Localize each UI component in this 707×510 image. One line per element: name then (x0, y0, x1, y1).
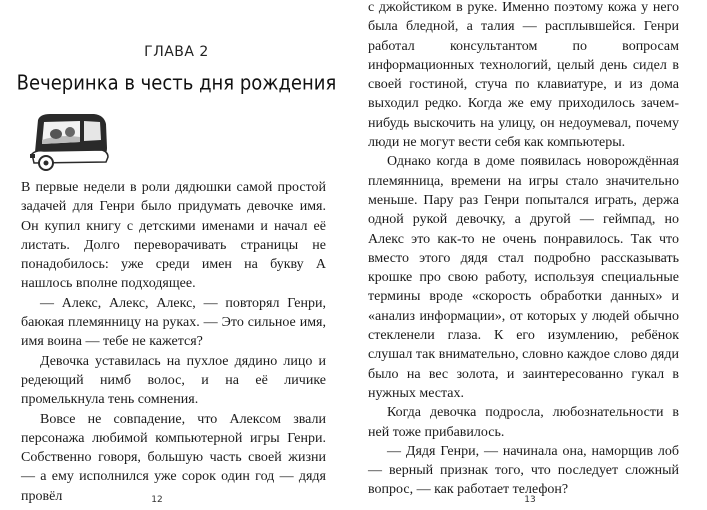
paragraph: с джойстиком в руке. Именно поэтому кожа у него была бледной, а талия — расплывшейся. Генри работал консультантом по вопросам информационных технологий, целый день сидел в своей гостиной, стуча по клавиатуре, и из дома выходил редко. Когда же ему приходилось зачем-нибудь выскочить на улицу, он недоумевал, почему люди не могут вести себя как компьютеры. (368, 0, 679, 151)
paragraph: — Алекс, Алекс, Алекс, — повторял Генри, баюкая племянницу на руках. — Это сильное имя, имя воина — тебе не кажется? (21, 295, 326, 350)
paragraph: Вовсе не совпадение, что Алексом звали персонажа любимой компьютерной игры Генри. Собственно говоря, большую часть своей жизни — а ему исполнился уже сорок один год — дядя провёл (21, 411, 326, 504)
chapter-title: Вечеринка в честь дня рождения (16, 71, 337, 96)
left-page (0, 0, 353, 510)
page-number: 13 (524, 495, 536, 505)
page-number: 12 (151, 495, 163, 505)
paragraph: Когда девочка подросла, любознательности в ней тоже прибавилось. (368, 405, 679, 440)
paragraph: — Дядя Генри, — начинала она, наморщив лоб — верный признак того, что последует сложный вопрос, — как работает телефон? (368, 443, 679, 498)
car-window-illustration (30, 110, 110, 172)
right-page (354, 0, 707, 510)
paragraph: Девочка уставилась на пухлое дядино лицо и редеющий нимб волос, и на её личике промелькнула тень сомнения. (21, 353, 326, 408)
chapter-label: ГЛАВА 2 (144, 44, 209, 60)
paragraph: В первые недели в роли дядюшки самой простой задачей для Генри было придумать девочке имя. Он купил книгу с детскими именами и начал её листать. Долго переворачивать страницы не понадобилось: уже среди имен на букву А нашлось вполне подходящее. (21, 180, 326, 292)
left-page-text (21, 178, 326, 506)
right-page-text (368, 0, 679, 500)
paragraph: Однако когда в доме появилась новорождённая племянница, времени на игры стало значительно меньше. Пару раз Генри попытался играть, держа одной рукой девочку, а другой — геймпад, но Алекс это как-то не очень понравилось. Так что вместо этого дядя стал подробно рассказывать крошке про свою работу, используя специальные термины вроде «скорость обработки данных» и «анализ информации», от которых у людей обычно стекленели глаза. К его изумлению, ребёнок слушал так внимательно, словно каждое слово дяди было на вес золота, и заинтересованно гукал в нужных местах. (368, 154, 679, 401)
